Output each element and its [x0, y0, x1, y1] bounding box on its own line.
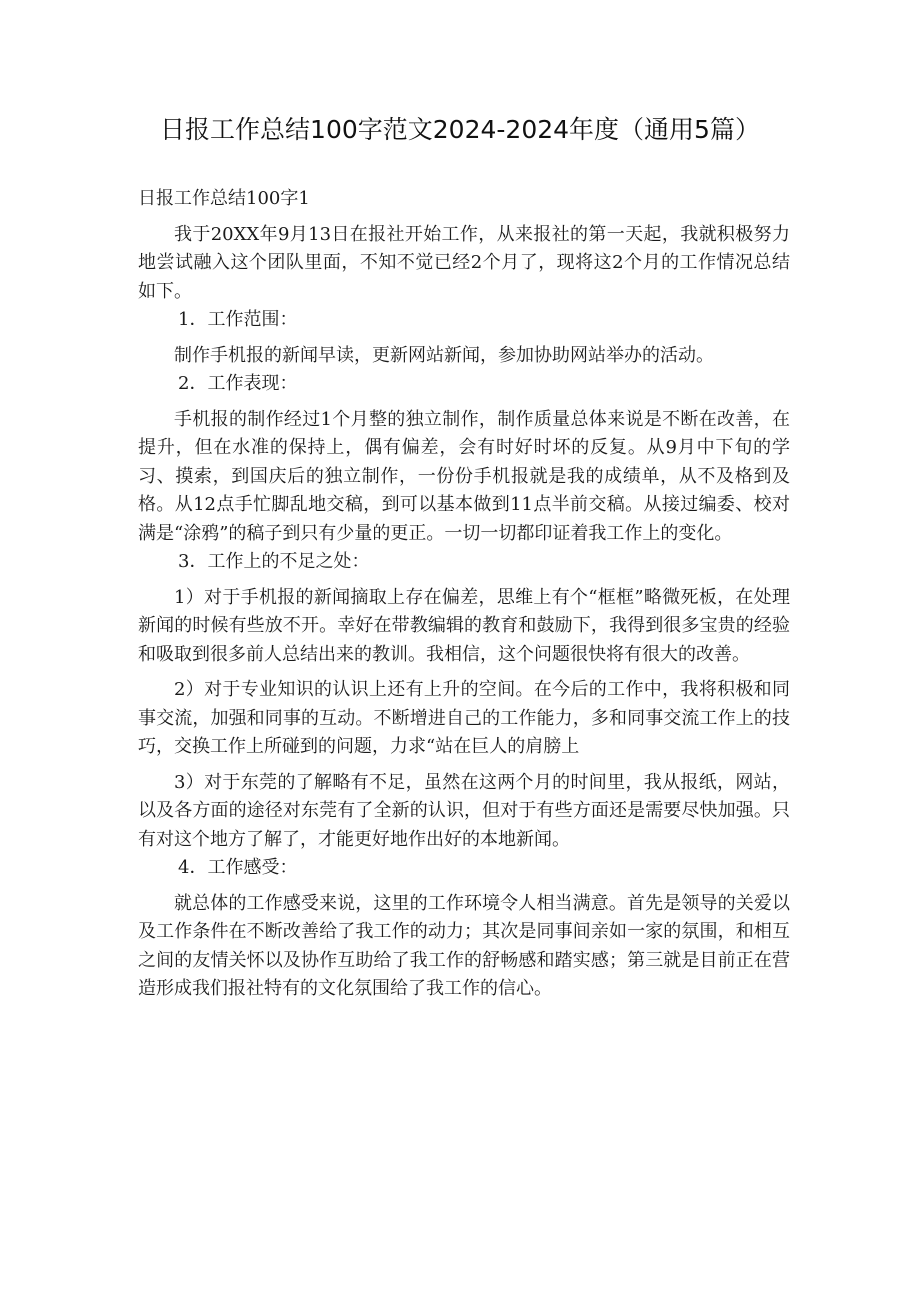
paragraph-work-performance: 手机报的制作经过1个月整的独立制作，制作质量总体来说是不断在改善，在提升，但在水准的保持上，偶有偏差，会有时好时坏的反复。从9月中下旬的学习、摸索，到国庆后的独立制作，一份份手机报就是我的成绩单，从不及格到及格。从12点手忙脚乱地交稿，到可以基本做到11点半前交稿。从接过编委、校对满是“涂鸦”的稿子到只有少量的更正。一切一切都印证着我工作上的变化。: [138, 408, 790, 544]
heading-work-scope: 1．工作范围：: [178, 309, 298, 330]
paragraph-shortcoming-2: 2）对于专业知识的认识上还有上升的空间。在今后的工作中，我将积极和同事交流，加强和同事的互动。不断增进自己的工作能力，多和同事交流工作上的技巧，交换工作上所碰到的问题，力求“站在巨人的肩膀上: [138, 679, 790, 757]
paragraph-shortcoming-3: 3）对于东莞的了解略有不足，虽然在这两个月的时间里，我从报纸，网站，以及各方面的途径对东莞有了全新的认识，但对于有些方面还是需要尽快加强。只有对这个地方了解了，才能更好地作出好的本地新闻。: [138, 771, 790, 850]
paragraph-work-feelings: 就总体的工作感受来说，这里的工作环境令人相当满意。首先是领导的关爱以及工作条件在不断改善给了我工作的动力；其次是同事间亲如一家的氛围，和相互之间的友情关怀以及协作互助给了我工作的舒畅感和踏实感；第三就是目前正在营造形成我们报社特有的文化氛围给了我工作的信心。: [138, 892, 790, 999]
heading-shortcomings: 3．工作上的不足之处：: [178, 551, 370, 572]
paragraph-work-scope: 制作手机报的新闻早读，更新网站新闻，参加协助网站举办的活动。: [174, 344, 714, 366]
heading-work-feelings: 4．工作感受：: [178, 857, 298, 878]
heading-work-performance: 2．工作表现：: [178, 373, 298, 394]
document-body: [138, 185, 790, 1004]
section-label: 日报工作总结100字1: [138, 188, 310, 209]
intro-paragraph: 我于20XX年9月13日在报社开始工作，从来报社的第一天起，我就积极努力地尝试融入这个团队里面，不知不觉已经2个月了，现将这2个月的工作情况总结如下。: [138, 223, 790, 302]
paragraph-shortcoming-1: 1）对于手机报的新闻摘取上存在偏差，思维上有个“框框”略微死板，在处理新闻的时候有些放不开。幸好在带教编辑的教育和鼓励下，我得到很多宝贵的经验和吸取到很多前人总结出来的教训。我相信，这个问题很快将有很大的改善。: [138, 586, 790, 665]
document-title: 日报工作总结100字范文2024-2024年度（通用5篇）: [160, 115, 760, 144]
